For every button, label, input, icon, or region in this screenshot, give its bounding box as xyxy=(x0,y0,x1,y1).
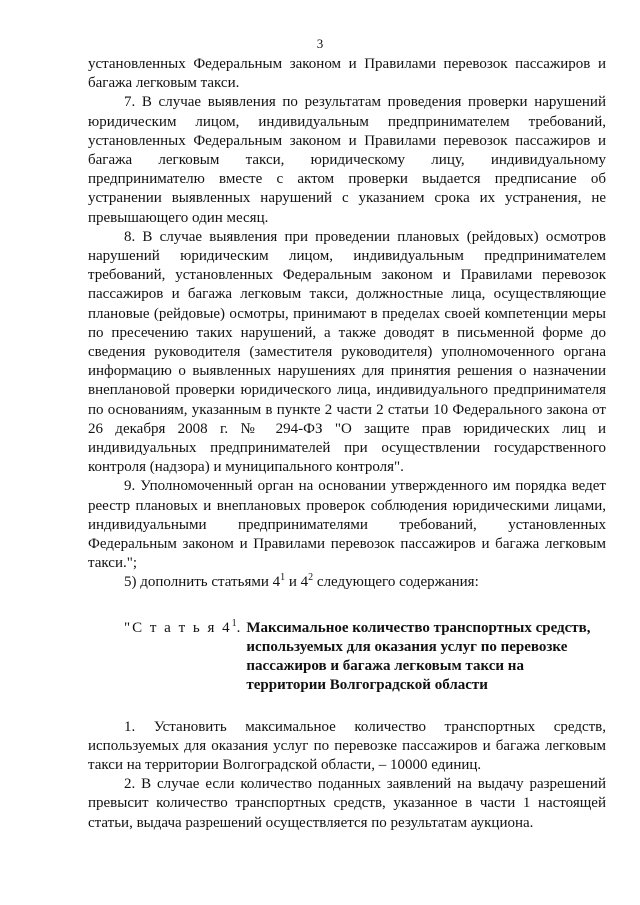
document-body xyxy=(88,55,606,833)
paragraph-7: 7. В случае выявления по результатам проведения проверки нарушений юридическим лицом, индивидуальным предпринимателем требований, установленных Федеральным законом и Правилами перевозок пассажиров и багажа легковым такси, юридическому лицу, индивидуальному предпринимателю вместе с актом проверки выдается предписание об устранении выявленных нарушений с указанием срока их устранения, не превышающего один месяц. xyxy=(88,94,606,226)
paragraph-continuation: установленных Федеральным законом и Правилами перевозок пассажиров и багажа легковым такси. xyxy=(88,56,606,92)
amendment-5-end: следующего содержания: xyxy=(313,574,479,591)
article-label xyxy=(124,619,246,696)
article-title: Максимальное количество транспортных средств, используемых для оказания услуг по перевозке пассажиров и багажа легковым такси на территории Волгоградской области xyxy=(246,619,591,694)
article-label-superscript: 1 xyxy=(231,617,237,629)
superscript-1: 1 xyxy=(280,572,286,584)
page-number: 3 xyxy=(316,36,324,51)
article-label-suffix: . xyxy=(236,619,243,636)
paragraph-8: 8. В случае выявления при проведении плановых (рейдовых) осмотров нарушений юридическим лицом, индивидуальным предпринимателем требований, установленных Федеральным законом и Правилами перевозок пассажиров и багажа легковым такси, должностные лица, осуществляющие плановые (рейдовые) осмотры, принимают в пределах своей компетенции меры по пресечению таких нарушений, а также доводят в письменной форме до сведения руководителя (заместителя руководителя) уполномоченного органа информацию о выявленных нарушениях для принятия решения о назначении внеплановой проверки юридического лица, индивидуального предпринимателя по основаниям, указанным в пункте 2 части 2 статьи 10 Федерального закона от 26 декабря 2008 г. № 294-ФЗ "О защите прав юридических лиц и индивидуальных предпринимателей при осуществлении государственного контроля (надзора) и муниципального контроля". xyxy=(88,228,606,476)
amendment-5 xyxy=(88,573,606,592)
article-label-prefix: "С т а т ь я 4 xyxy=(124,619,232,636)
article-part-2: 2. В случае если количество поданных заявлений на выдачу разрешений превысит количество транспортных средств, указанное в части 1 настоящей статьи, выдача разрешений осуществляется по результатам аукциона. xyxy=(88,776,606,831)
amendment-5-text: 5) дополнить статьями 4 xyxy=(124,574,281,591)
paragraph-9: 9. Уполномоченный орган на основании утвержденного им порядка ведет реестр плановых и внеплановых проверок соблюдения юридическими лицами, индивидуальными предпринимателями требований, установленных Федеральным законом и Правилами перевозок пассажиров и багажа легковым такси."; xyxy=(88,478,606,572)
amendment-5-and: и 4 xyxy=(285,574,309,591)
article-part-1: 1. Установить максимальное количество транспортных средств, используемых для оказания услуг по перевозке пассажиров и багажа легковым такси на территории Волгоградской области, – 10000 единиц. xyxy=(88,718,606,773)
article-heading xyxy=(88,619,606,696)
superscript-2: 2 xyxy=(308,572,314,584)
